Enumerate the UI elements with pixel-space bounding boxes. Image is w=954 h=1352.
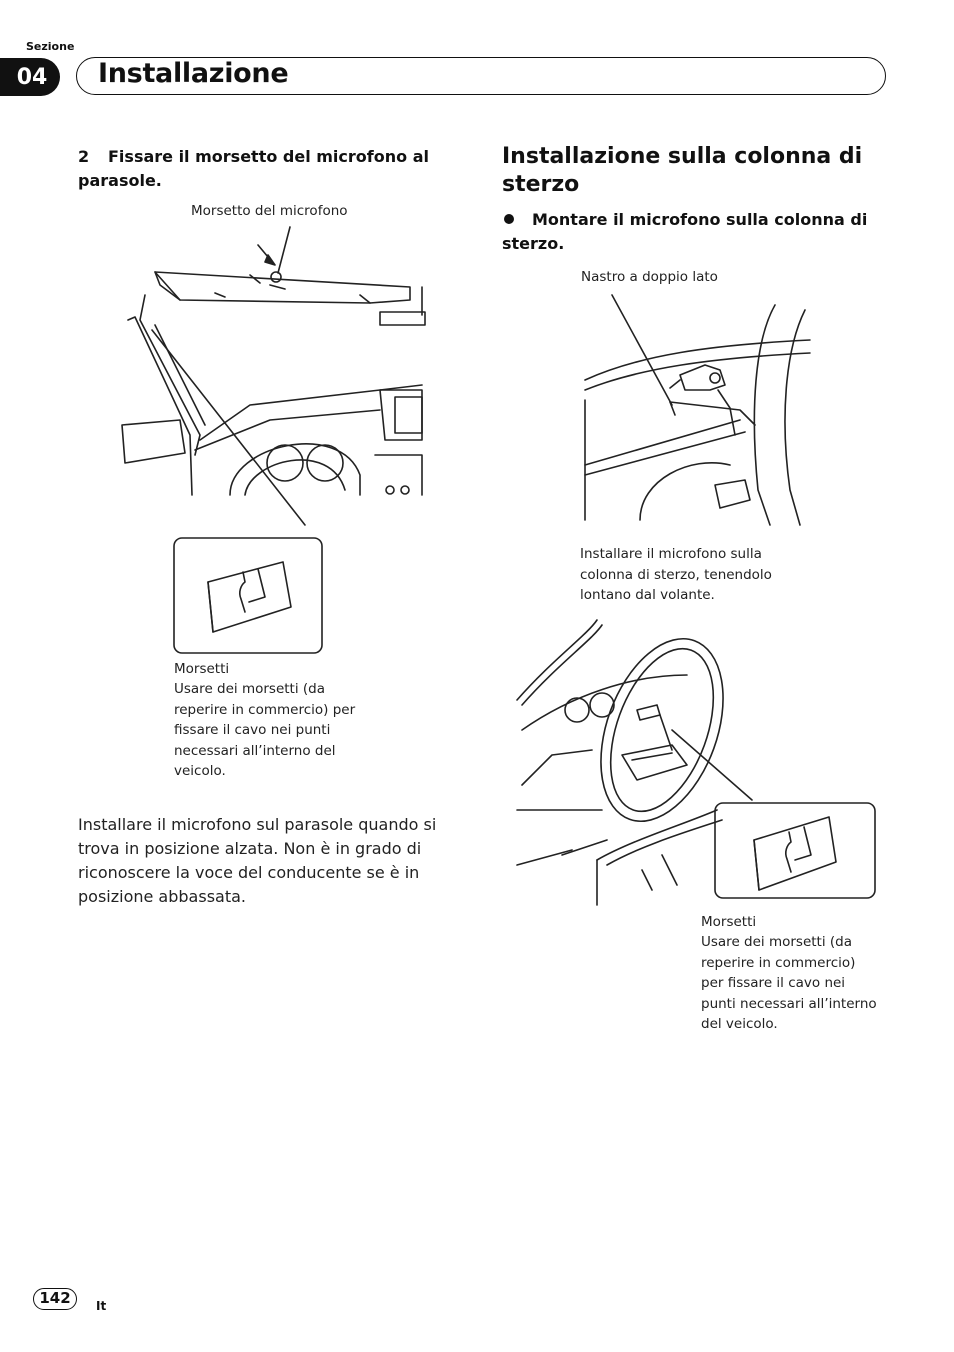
section-number: 04 <box>0 58 60 96</box>
section-heading: Installazione sulla colonna di sterzo <box>502 144 863 197</box>
clamp-detail-illustration-right <box>714 802 876 899</box>
bullet-text: Montare il microfono sulla colonna di sterzo. <box>502 210 868 253</box>
tape-label: Nastro a doppio lato <box>581 269 718 285</box>
bullet-icon <box>504 214 514 224</box>
sun-visor-illustration <box>110 225 430 500</box>
steering-install-note: Installare il microfono sulla colonna di sterzo, tenendolo lontano dal volante. <box>580 546 772 603</box>
visor-install-note: Installare il microfono sul parasole quando si trova in posizione alzata. Non è in grado di riconoscere la voce del conducente se è in posizione abbassata. <box>78 815 437 906</box>
page-title: Installazione <box>98 58 289 89</box>
clamp-detail-illustration <box>173 537 323 654</box>
steering-column-illustration <box>580 290 815 540</box>
step-instruction <box>78 145 463 193</box>
section-label: Sezione <box>26 40 75 53</box>
step-number: 2 <box>78 147 90 166</box>
clamps-title-right: Morsetti <box>701 914 757 930</box>
language-code: It <box>96 1299 107 1313</box>
step-text: Fissare il morsetto del microfono al parasole. <box>78 147 429 190</box>
clamps-description: Usare dei morsetti (da reperire in commercio) per fissare il cavo nei punti necessari all’interno del veicolo. <box>174 681 356 779</box>
clamps-title: Morsetti <box>174 661 230 677</box>
clamps-description-right: Usare dei morsetti (da reperire in commercio) per fissare il cavo nei punti necessari all’interno del veicolo. <box>701 934 877 1032</box>
bullet-instruction <box>502 208 882 256</box>
mic-clamp-label: Morsetto del microfono <box>191 203 348 219</box>
page-number: 142 <box>33 1288 77 1310</box>
